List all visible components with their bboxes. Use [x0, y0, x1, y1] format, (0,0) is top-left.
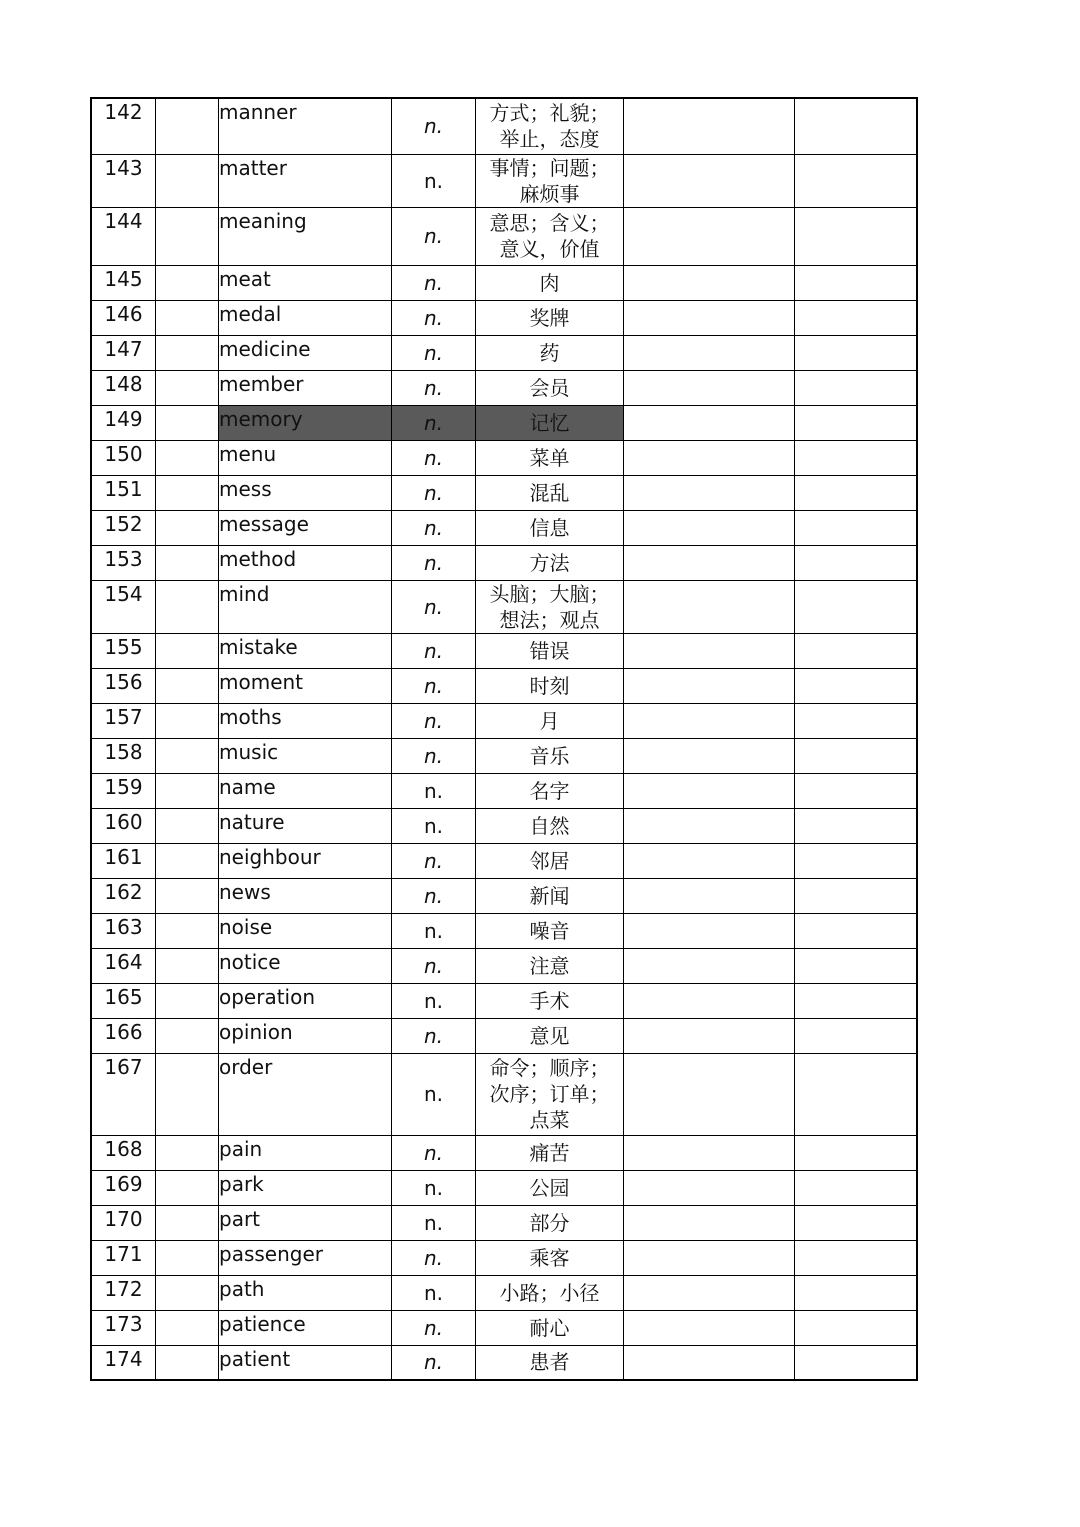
blank-cell [156, 773, 219, 808]
table-row [91, 580, 917, 633]
word-number: 157 [91, 703, 156, 738]
table-row [91, 1310, 917, 1345]
blank-cell [624, 207, 795, 265]
blank-cell [795, 1170, 918, 1205]
blank-cell [795, 98, 918, 154]
blank-cell [156, 98, 219, 154]
blank-cell [156, 703, 219, 738]
blank-cell [624, 1240, 795, 1275]
blank-cell [156, 808, 219, 843]
blank-cell [795, 773, 918, 808]
blank-cell [624, 633, 795, 668]
part-of-speech: n. [392, 1135, 476, 1170]
blank-cell [795, 878, 918, 913]
chinese-meaning: 意见 [476, 1018, 624, 1053]
word-number: 162 [91, 878, 156, 913]
blank-cell [156, 983, 219, 1018]
part-of-speech: n. [392, 668, 476, 703]
table-row [91, 913, 917, 948]
part-of-speech: n. [392, 510, 476, 545]
table-row [91, 98, 917, 154]
chinese-meaning: 月 [476, 703, 624, 738]
vocabulary-table [90, 97, 918, 1381]
table-row [91, 1275, 917, 1310]
word-number: 169 [91, 1170, 156, 1205]
blank-cell [156, 265, 219, 300]
table-row [91, 1240, 917, 1275]
english-word: neighbour [219, 843, 392, 878]
blank-cell [624, 1018, 795, 1053]
blank-cell [795, 1018, 918, 1053]
table-row [91, 335, 917, 370]
chinese-meaning: 会员 [476, 370, 624, 405]
english-word: memory [219, 405, 392, 440]
blank-cell [156, 878, 219, 913]
english-word: message [219, 510, 392, 545]
blank-cell [156, 1345, 219, 1380]
blank-cell [795, 983, 918, 1018]
blank-cell [156, 440, 219, 475]
chinese-meaning: 部分 [476, 1205, 624, 1240]
word-number: 147 [91, 335, 156, 370]
blank-cell [624, 878, 795, 913]
english-word: news [219, 878, 392, 913]
english-word: nature [219, 808, 392, 843]
blank-cell [624, 510, 795, 545]
english-word: mess [219, 475, 392, 510]
blank-cell [624, 335, 795, 370]
blank-cell [156, 335, 219, 370]
table-row [91, 773, 917, 808]
blank-cell [156, 510, 219, 545]
chinese-meaning: 手术 [476, 983, 624, 1018]
word-number: 154 [91, 580, 156, 633]
chinese-meaning: 自然 [476, 808, 624, 843]
blank-cell [795, 370, 918, 405]
english-word: moment [219, 668, 392, 703]
chinese-meaning: 意思；含义； 意义，价值 [476, 207, 624, 265]
table-row [91, 1345, 917, 1380]
part-of-speech: n. [392, 545, 476, 580]
blank-cell [624, 154, 795, 207]
word-number: 172 [91, 1275, 156, 1310]
word-number: 148 [91, 370, 156, 405]
blank-cell [156, 1170, 219, 1205]
chinese-meaning: 名字 [476, 773, 624, 808]
chinese-meaning: 菜单 [476, 440, 624, 475]
word-number: 159 [91, 773, 156, 808]
part-of-speech: n. [392, 370, 476, 405]
part-of-speech: n. [392, 265, 476, 300]
blank-cell [156, 580, 219, 633]
english-word: matter [219, 154, 392, 207]
chinese-meaning: 注意 [476, 948, 624, 983]
english-word: name [219, 773, 392, 808]
blank-cell [795, 948, 918, 983]
english-word: order [219, 1053, 392, 1135]
english-word: member [219, 370, 392, 405]
blank-cell [156, 1275, 219, 1310]
chinese-meaning: 乘客 [476, 1240, 624, 1275]
english-word: medicine [219, 335, 392, 370]
word-number: 171 [91, 1240, 156, 1275]
english-word: mistake [219, 633, 392, 668]
chinese-meaning: 错误 [476, 633, 624, 668]
blank-cell [795, 668, 918, 703]
english-word: meat [219, 265, 392, 300]
blank-cell [156, 948, 219, 983]
part-of-speech: n. [392, 808, 476, 843]
english-word: operation [219, 983, 392, 1018]
table-row [91, 1053, 917, 1135]
english-word: moths [219, 703, 392, 738]
chinese-meaning: 方式；礼貌； 举止，态度 [476, 98, 624, 154]
table-row [91, 878, 917, 913]
english-word: mind [219, 580, 392, 633]
english-word: pain [219, 1135, 392, 1170]
table-row [91, 1170, 917, 1205]
part-of-speech: n. [392, 773, 476, 808]
table-row [91, 843, 917, 878]
blank-cell [795, 300, 918, 335]
chinese-meaning: 命令；顺序； 次序；订单； 点菜 [476, 1053, 624, 1135]
word-number: 160 [91, 808, 156, 843]
blank-cell [156, 913, 219, 948]
table-row [91, 207, 917, 265]
part-of-speech: n. [392, 580, 476, 633]
blank-cell [156, 300, 219, 335]
blank-cell [795, 913, 918, 948]
chinese-meaning: 方法 [476, 545, 624, 580]
word-number: 143 [91, 154, 156, 207]
word-number: 173 [91, 1310, 156, 1345]
blank-cell [156, 843, 219, 878]
blank-cell [156, 1310, 219, 1345]
blank-cell [795, 1135, 918, 1170]
word-number: 144 [91, 207, 156, 265]
blank-cell [624, 1205, 795, 1240]
chinese-meaning: 药 [476, 335, 624, 370]
table-row [91, 668, 917, 703]
word-number: 174 [91, 1345, 156, 1380]
blank-cell [795, 1275, 918, 1310]
blank-cell [795, 154, 918, 207]
chinese-meaning: 耐心 [476, 1310, 624, 1345]
english-word: passenger [219, 1240, 392, 1275]
table-row [91, 300, 917, 335]
english-word: patience [219, 1310, 392, 1345]
chinese-meaning: 邻居 [476, 843, 624, 878]
blank-cell [795, 703, 918, 738]
english-word: noise [219, 913, 392, 948]
table-row [91, 265, 917, 300]
part-of-speech: n. [392, 913, 476, 948]
blank-cell [795, 843, 918, 878]
blank-cell [624, 1053, 795, 1135]
part-of-speech: n. [392, 738, 476, 773]
part-of-speech: n. [392, 1310, 476, 1345]
word-number: 156 [91, 668, 156, 703]
table-row [91, 370, 917, 405]
blank-cell [624, 703, 795, 738]
word-number: 155 [91, 633, 156, 668]
chinese-meaning: 记忆 [476, 405, 624, 440]
blank-cell [156, 1205, 219, 1240]
table-row [91, 738, 917, 773]
word-number: 166 [91, 1018, 156, 1053]
part-of-speech: n. [392, 878, 476, 913]
blank-cell [795, 545, 918, 580]
word-number: 146 [91, 300, 156, 335]
blank-cell [156, 475, 219, 510]
table-row [91, 1205, 917, 1240]
part-of-speech: n. [392, 1018, 476, 1053]
blank-cell [156, 668, 219, 703]
word-number: 168 [91, 1135, 156, 1170]
part-of-speech: n. [392, 1205, 476, 1240]
part-of-speech: n. [392, 1240, 476, 1275]
part-of-speech: n. [392, 300, 476, 335]
blank-cell [624, 1345, 795, 1380]
blank-cell [624, 440, 795, 475]
blank-cell [624, 1310, 795, 1345]
blank-cell [624, 773, 795, 808]
table-row [91, 808, 917, 843]
word-number: 145 [91, 265, 156, 300]
table-row [91, 1018, 917, 1053]
english-word: menu [219, 440, 392, 475]
blank-cell [624, 983, 795, 1018]
blank-cell [795, 1310, 918, 1345]
chinese-meaning: 噪音 [476, 913, 624, 948]
word-number: 151 [91, 475, 156, 510]
table-row [91, 545, 917, 580]
vocabulary-table-body [91, 98, 917, 1380]
blank-cell [624, 475, 795, 510]
table-row [91, 1135, 917, 1170]
table-row [91, 948, 917, 983]
english-word: manner [219, 98, 392, 154]
part-of-speech: n. [392, 1053, 476, 1135]
chinese-meaning: 信息 [476, 510, 624, 545]
chinese-meaning: 公园 [476, 1170, 624, 1205]
word-number: 167 [91, 1053, 156, 1135]
part-of-speech: n. [392, 154, 476, 207]
blank-cell [795, 808, 918, 843]
blank-cell [795, 1053, 918, 1135]
blank-cell [156, 1018, 219, 1053]
blank-cell [624, 948, 795, 983]
blank-cell [624, 1135, 795, 1170]
blank-cell [795, 738, 918, 773]
blank-cell [156, 1053, 219, 1135]
part-of-speech: n. [392, 98, 476, 154]
blank-cell [795, 265, 918, 300]
english-word: part [219, 1205, 392, 1240]
table-row [91, 510, 917, 545]
part-of-speech: n. [392, 207, 476, 265]
chinese-meaning: 新闻 [476, 878, 624, 913]
part-of-speech: n. [392, 1275, 476, 1310]
blank-cell [795, 475, 918, 510]
blank-cell [156, 154, 219, 207]
english-word: patient [219, 1345, 392, 1380]
blank-cell [624, 405, 795, 440]
word-number: 164 [91, 948, 156, 983]
blank-cell [624, 370, 795, 405]
blank-cell [624, 300, 795, 335]
blank-cell [624, 545, 795, 580]
english-word: park [219, 1170, 392, 1205]
chinese-meaning: 小路；小径 [476, 1275, 624, 1310]
part-of-speech: n. [392, 1170, 476, 1205]
part-of-speech: n. [392, 440, 476, 475]
blank-cell [795, 1345, 918, 1380]
blank-cell [624, 98, 795, 154]
part-of-speech: n. [392, 475, 476, 510]
blank-cell [795, 633, 918, 668]
blank-cell [156, 370, 219, 405]
part-of-speech: n. [392, 1345, 476, 1380]
table-row [91, 703, 917, 738]
blank-cell [795, 207, 918, 265]
table-row [91, 405, 917, 440]
table-row [91, 154, 917, 207]
english-word: path [219, 1275, 392, 1310]
english-word: music [219, 738, 392, 773]
chinese-meaning: 混乱 [476, 475, 624, 510]
table-row [91, 440, 917, 475]
chinese-meaning: 奖牌 [476, 300, 624, 335]
blank-cell [624, 1275, 795, 1310]
blank-cell [624, 738, 795, 773]
chinese-meaning: 痛苦 [476, 1135, 624, 1170]
english-word: notice [219, 948, 392, 983]
word-number: 150 [91, 440, 156, 475]
blank-cell [795, 1240, 918, 1275]
chinese-meaning: 时刻 [476, 668, 624, 703]
table-row [91, 633, 917, 668]
chinese-meaning: 头脑；大脑； 想法；观点 [476, 580, 624, 633]
blank-cell [156, 738, 219, 773]
word-number: 142 [91, 98, 156, 154]
blank-cell [795, 580, 918, 633]
blank-cell [624, 1170, 795, 1205]
chinese-meaning: 事情；问题； 麻烦事 [476, 154, 624, 207]
word-number: 161 [91, 843, 156, 878]
word-number: 149 [91, 405, 156, 440]
part-of-speech: n. [392, 633, 476, 668]
table-row [91, 983, 917, 1018]
blank-cell [624, 668, 795, 703]
english-word: opinion [219, 1018, 392, 1053]
chinese-meaning: 音乐 [476, 738, 624, 773]
word-number: 152 [91, 510, 156, 545]
word-number: 163 [91, 913, 156, 948]
part-of-speech: n. [392, 335, 476, 370]
blank-cell [156, 1240, 219, 1275]
blank-cell [156, 207, 219, 265]
table-row [91, 475, 917, 510]
english-word: meaning [219, 207, 392, 265]
blank-cell [795, 510, 918, 545]
blank-cell [156, 545, 219, 580]
part-of-speech: n. [392, 843, 476, 878]
blank-cell [795, 405, 918, 440]
blank-cell [156, 405, 219, 440]
chinese-meaning: 患者 [476, 1345, 624, 1380]
part-of-speech: n. [392, 948, 476, 983]
blank-cell [795, 335, 918, 370]
word-number: 170 [91, 1205, 156, 1240]
blank-cell [156, 1135, 219, 1170]
english-word: medal [219, 300, 392, 335]
english-word: method [219, 545, 392, 580]
blank-cell [795, 440, 918, 475]
part-of-speech: n. [392, 983, 476, 1018]
part-of-speech: n. [392, 703, 476, 738]
blank-cell [624, 580, 795, 633]
chinese-meaning: 肉 [476, 265, 624, 300]
blank-cell [795, 1205, 918, 1240]
part-of-speech: n. [392, 405, 476, 440]
word-number: 153 [91, 545, 156, 580]
blank-cell [624, 913, 795, 948]
blank-cell [156, 633, 219, 668]
blank-cell [624, 843, 795, 878]
word-number: 158 [91, 738, 156, 773]
blank-cell [624, 808, 795, 843]
word-number: 165 [91, 983, 156, 1018]
blank-cell [624, 265, 795, 300]
